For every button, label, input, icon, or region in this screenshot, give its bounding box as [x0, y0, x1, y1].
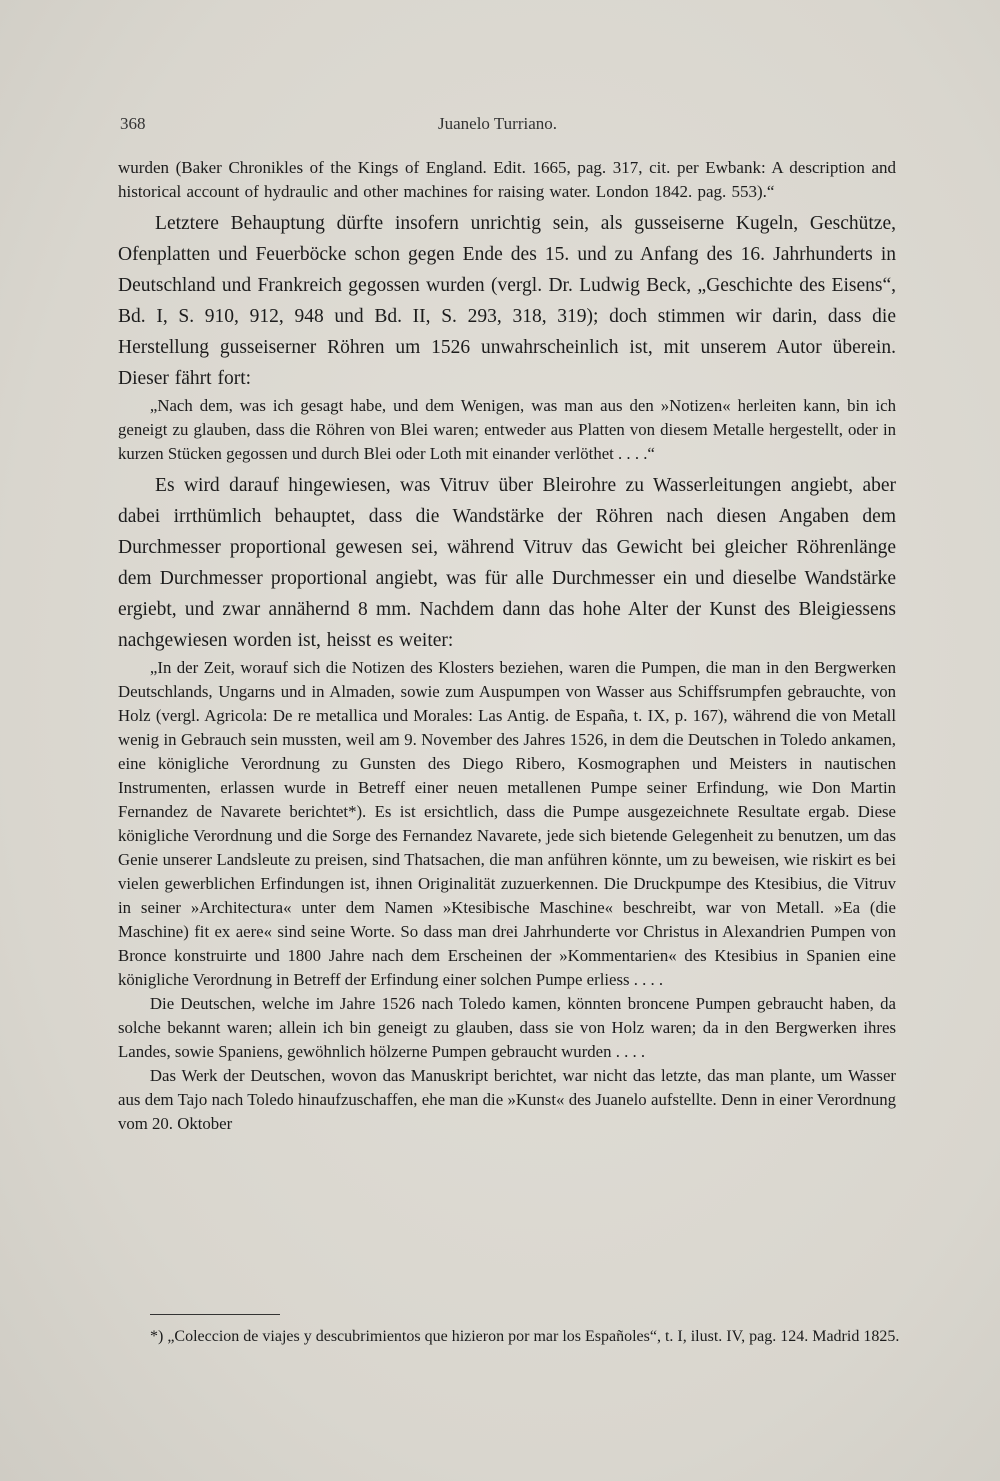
body-text — [118, 156, 896, 1136]
running-header — [120, 114, 900, 142]
quotation-2: „In der Zeit, worauf sich die Notizen des Klosters beziehen, waren die Pumpen, die man in den Bergwerken Deutschlands, Ungarns und in Almaden, sowie zum Auspumpen von Wasser aus Schiffsrumpfen gebrauchte, von Holz (vergl. Agricola: De re metallica und Morales: Las Antig. de España, t. IX, p. 167), während die von Metall wenig in Gebrauch sein mussten, weil am 9. November des Jahres 1526, in dem die Deutschen in Toledo ankamen, eine königliche Verordnung zu Gunsten des Diego Ribero, Kosmographen und Meisters in nautischen Instrumenten, erlassen wurde in Betreff einer neuen metallenen Pumpe seiner Erfindung, wie Don Martin Fernandez de Navarete berichtet*). Es ist ersichtlich, dass die Pumpe ausgezeichnete Resultate ergab. Diese königliche Verordnung und die Sorge des Fernandez Navarete, jede sich bietende Gelegenheit zu benutzen, um das Genie unserer Landsleute zu preisen, sind Thatsachen, die man anführen könnte, um zu beweisen, wie riskirt es bei vielen gewerblichen Erfindungen ist, ihnen Originalität zuzuerkennen. Die Druckpumpe des Ktesibius, die Vitruv in seiner »Architectura« unter dem Namen »Ktesibische Maschine« beschreibt, war von Metall. »Ea (die Maschine) fit ex aere« sind seine Worte. So dass man drei Jahrhunderte vor Christus in Alexandrien Pumpen von Bronce konstruirte und 1800 Jahre nach dem Erscheinen der »Kommentarien« des Ktesibius in Spanien eine königliche Verordnung in Betreff der Erfindung einer solchen Pumpe erliess . . . . — [118, 658, 896, 989]
footnote: *) „Coleccion de viajes y descubrimientos que hizieron por mar los Españoles“, t. I, ilust. IV, pag. 124. Madrid 1825. — [150, 1328, 900, 1345]
quotation-3: Die Deutschen, welche im Jahre 1526 nach Toledo kamen, könnten broncene Pumpen gebraucht haben, da solche bekannt waren; allein ich bin geneigt zu glauben, dass sie von Holz waren; da in den Bergwerken ihres Landes, sowie Spaniens, gewöhnlich hölzerne Pumpen gebraucht wurden . . . . — [118, 994, 896, 1061]
quotation-4: Das Werk der Deutschen, wovon das Manuskript berichtet, war nicht das letzte, das man plante, um Wasser aus dem Tajo nach Toledo hinaufzuschaffen, ehe man die »Kunst« des Juanelo aufstellte. Denn in einer Verordnung vom 20. Oktober — [118, 1066, 896, 1133]
paragraph-3: Es wird darauf hingewiesen, was Vitruv über Bleirohre zu Wasserleitungen angiebt, aber dabei irrthümlich behauptet, dass die Wandstärke der Röhren nach diesen Angaben dem Durchmesser proportional gewesen sei, während Vitruv das Gewicht bei gleicher Röhrenlänge dem Durchmesser proportional angiebt, was für alle Durchmesser ein und dieselbe Wandstärke ergiebt, und zwar annähernd 8 mm. Nachdem dann das hohe Alter der Kunst des Bleigiessens nachgewiesen worden ist, heisst es weiter: — [118, 475, 896, 651]
page-number: 368 — [120, 114, 146, 133]
paragraph-continuation: wurden (Baker Chronikles of the Kings of England. Edit. 1665, pag. 317, cit. per Ewbank: A description and historical account of hydraulic and other machines for raising water. London 1842. pag. 553).“ — [118, 158, 896, 201]
footnote-rule — [150, 1314, 280, 1315]
paragraph-2: Letztere Behauptung dürfte insofern unrichtig sein, als gusseiserne Kugeln, Geschütze, Ofenplatten und Feuerböcke schon gegen Ende des 15. und zu Anfang des 16. Jahrhunderts in Deutschland und Frankreich gegossen wurden (vergl. Dr. Ludwig Beck, „Geschichte des Eisens“, Bd. I, S. 910, 912, 948 und Bd. II, S. 293, 318, 319); doch stimmen wir darin, dass die Herstellung gusseiserner Röhren um 1526 unwahrscheinlich ist, mit unserem Autor überein. Dieser fährt fort: — [118, 213, 896, 389]
quotation-1: „Nach dem, was ich gesagt habe, und dem Wenigen, was man aus den »Notizen« herleiten kann, bin ich geneigt zu glauben, dass die Röhren von Blei waren; entweder aus Platten von diesem Metalle hergestellt, oder in kurzen Stücken gegossen und durch Blei oder Loth mit einander verlöthet . . . .“ — [118, 396, 896, 463]
running-title: Juanelo Turriano. — [438, 114, 557, 133]
